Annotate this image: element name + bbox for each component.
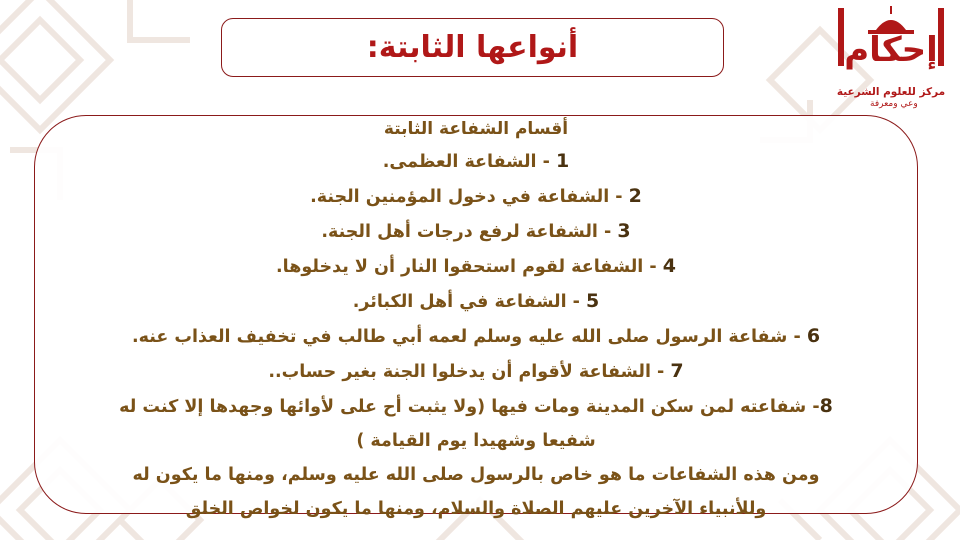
item-number: 4 xyxy=(662,255,676,277)
list-item xyxy=(40,214,912,249)
item-text: - الشفاعة لأقوام أن يدخلوا الجنة بغير حساب.. xyxy=(268,362,671,382)
item-text: - الشفاعة العظمى. xyxy=(382,152,556,172)
list-item xyxy=(40,144,912,179)
item-number: 6 xyxy=(806,325,821,347)
logo-mark xyxy=(832,6,950,72)
content-text xyxy=(40,118,912,526)
item-text: - الشفاعة لرفع درجات أهل الجنة. xyxy=(321,222,618,242)
title-box xyxy=(221,18,724,77)
list-item xyxy=(40,354,912,389)
section-heading: أقسام الشفاعة الثابتة xyxy=(383,119,569,139)
list-item xyxy=(40,179,912,214)
item-text: - شفاعة الرسول صلى الله عليه وسلم لعمه أبي طالب في تخفيف العذاب عنه. xyxy=(131,327,807,347)
item-number: 2 xyxy=(628,185,642,207)
logo-tagline: مركز للعلوم الشرعية xyxy=(836,86,946,98)
item-number: 7 xyxy=(670,360,684,382)
logo-wordmark: إحكام xyxy=(844,30,938,70)
item-text: - الشفاعة لقوم استحقوا النار أن لا يدخلوها. xyxy=(276,257,663,277)
item-number: 8 xyxy=(819,395,833,417)
list-item xyxy=(40,389,912,424)
logo-tagline-secondary: وعي ومعرفة xyxy=(870,99,918,109)
closing-paragraph-line: وللأنبياء الآخرين عليهم الصلاة والسلام، ومنها ما يكون لخواص الخلق xyxy=(185,499,767,519)
list-item xyxy=(40,249,912,284)
item-text: - شفاعته لمن سكن المدينة ومات فيها (ولا يثبت أح على لأوائها وجهدها إلا كنت له xyxy=(119,397,820,417)
page-title: أنواعها الثابتة: xyxy=(366,30,579,65)
item-text: - الشفاعة في أهل الكبائر. xyxy=(352,292,587,312)
list-item xyxy=(40,319,912,354)
brand-logo xyxy=(832,6,950,110)
item-text: - الشفاعة في دخول المؤمنين الجنة. xyxy=(310,187,629,207)
list-item-continuation: شفيعا وشهيدا يوم القيامة ) xyxy=(356,431,596,451)
closing-paragraph-line: ومن هذه الشفاعات ما هو خاص بالرسول صلى الله عليه وسلم، ومنها ما يكون له xyxy=(132,465,820,485)
list-item xyxy=(40,284,912,319)
item-number: 1 xyxy=(556,150,570,172)
item-number: 3 xyxy=(617,220,631,242)
item-number: 5 xyxy=(586,290,600,312)
